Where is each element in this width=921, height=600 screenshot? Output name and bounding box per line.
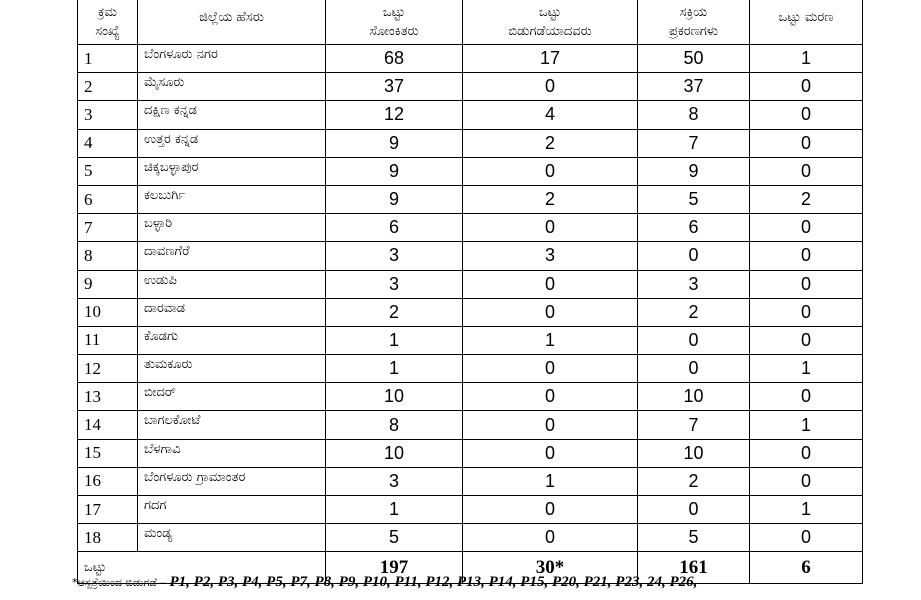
table-row	[78, 157, 863, 185]
cell-active: 10	[638, 383, 750, 411]
cell-positive: 68	[326, 45, 463, 73]
cell-deaths: 0	[750, 157, 863, 185]
total-active: 161	[638, 552, 750, 584]
header-total-discharged	[463, 0, 638, 45]
table-row	[78, 355, 863, 383]
cell-serial: 13	[78, 383, 138, 411]
cell-discharged: 0	[463, 355, 638, 383]
cell-district: ಚಿಕ್ಕಬಳ್ಳಾಪುರ	[138, 157, 326, 185]
cell-discharged: 3	[463, 242, 638, 270]
table-row	[78, 439, 863, 467]
cell-district: ದಾವಣಗೆರೆ	[138, 242, 326, 270]
cell-district: ಉಡುಪಿ	[138, 270, 326, 298]
cell-serial: 7	[78, 214, 138, 242]
cell-discharged: 1	[463, 326, 638, 354]
header-district-text: ಜಿಲ್ಲೆಯ ಹೆಸರು	[199, 10, 264, 25]
total-discharged: 30*	[463, 552, 638, 584]
cell-positive: 3	[326, 242, 463, 270]
cell-deaths: 0	[750, 73, 863, 101]
cell-serial: 18	[78, 524, 138, 552]
header-positive-line2: ಸೋಂಕಿತರು	[369, 24, 419, 39]
table-row	[78, 242, 863, 270]
cell-discharged: 0	[463, 496, 638, 524]
cell-deaths: 0	[750, 214, 863, 242]
cell-discharged: 0	[463, 73, 638, 101]
cell-positive: 6	[326, 214, 463, 242]
header-active-cases	[638, 0, 750, 45]
cell-serial: 15	[78, 439, 138, 467]
cell-district: ಕಲಬುರ್ಗಿ	[138, 185, 326, 213]
header-active-line2: ಪ್ರಕರಣಗಳು	[668, 24, 719, 39]
cell-district: ಕೊಡಗು	[138, 326, 326, 354]
cell-discharged: 0	[463, 411, 638, 439]
footnote-patient-list: P1, P2, P3, P4, P5, P7, P8, P9, P10, P11, P12, P13, P14, P15, P20, P21, P23, 24, P26,	[169, 574, 698, 590]
cell-discharged: 0	[463, 270, 638, 298]
cell-active: 0	[638, 326, 750, 354]
cell-deaths: 0	[750, 326, 863, 354]
table-body	[78, 45, 863, 584]
cell-serial: 4	[78, 129, 138, 157]
cell-active: 6	[638, 214, 750, 242]
cell-active: 7	[638, 129, 750, 157]
cell-serial: 17	[78, 496, 138, 524]
cell-district: ಗದಗ	[138, 496, 326, 524]
cell-serial: 14	[78, 411, 138, 439]
cell-discharged: 0	[463, 524, 638, 552]
footnote-label: *ಆಸ್ಪತ್ರೆಯಿಂದ ಬಿಡುಗಡೆ –	[72, 576, 166, 589]
cell-deaths: 0	[750, 101, 863, 129]
cell-active: 3	[638, 270, 750, 298]
cell-discharged: 4	[463, 101, 638, 129]
cell-active: 7	[638, 411, 750, 439]
cell-deaths: 0	[750, 129, 863, 157]
table-row	[78, 270, 863, 298]
cell-positive: 3	[326, 467, 463, 495]
header-total-positive	[326, 0, 463, 45]
cell-deaths: 0	[750, 383, 863, 411]
cell-district: ಉತ್ತರ ಕನ್ನಡ	[138, 129, 326, 157]
cell-serial: 10	[78, 298, 138, 326]
total-label: ಒಟ್ಟು	[78, 552, 326, 584]
cell-district: ದಾರವಾಡ	[138, 298, 326, 326]
cell-positive: 10	[326, 439, 463, 467]
cell-active: 8	[638, 101, 750, 129]
cell-district: ಬೆಂಗಳೂರು ನಗರ	[138, 45, 326, 73]
cell-district: ದಕ್ಷಿಣ ಕನ್ನಡ	[138, 101, 326, 129]
cell-active: 50	[638, 45, 750, 73]
cell-active: 5	[638, 524, 750, 552]
cell-serial: 1	[78, 45, 138, 73]
cell-deaths: 1	[750, 45, 863, 73]
cell-district: ತುಮಕೂರು	[138, 355, 326, 383]
cell-discharged: 0	[463, 383, 638, 411]
district-summary-table	[77, 0, 863, 584]
cell-positive: 9	[326, 157, 463, 185]
cell-positive: 1	[326, 496, 463, 524]
table-row	[78, 73, 863, 101]
header-active-line1: ಸಕ್ರಿಯ	[679, 5, 708, 20]
cell-discharged: 1	[463, 467, 638, 495]
cell-discharged: 0	[463, 439, 638, 467]
table-row	[78, 298, 863, 326]
cell-discharged: 0	[463, 214, 638, 242]
cell-deaths: 2	[750, 185, 863, 213]
cell-deaths: 1	[750, 411, 863, 439]
cell-active: 0	[638, 242, 750, 270]
cell-discharged: 17	[463, 45, 638, 73]
header-deaths-text: ಒಟ್ಟು ಮರಣ	[778, 10, 834, 25]
cell-active: 5	[638, 185, 750, 213]
cell-deaths: 1	[750, 496, 863, 524]
cell-serial: 9	[78, 270, 138, 298]
cell-active: 10	[638, 439, 750, 467]
cell-positive: 37	[326, 73, 463, 101]
cell-active: 37	[638, 73, 750, 101]
table-row	[78, 496, 863, 524]
cell-positive: 2	[326, 298, 463, 326]
cell-district: ಮೈಸೂರು	[138, 73, 326, 101]
cell-active: 0	[638, 355, 750, 383]
total-deaths: 6	[750, 552, 863, 584]
cell-serial: 2	[78, 73, 138, 101]
cell-serial: 11	[78, 326, 138, 354]
cell-discharged: 0	[463, 157, 638, 185]
table-row	[78, 129, 863, 157]
header-serial-number	[78, 0, 138, 45]
cell-active: 0	[638, 496, 750, 524]
table-row	[78, 185, 863, 213]
header-discharged-line1: ಒಟ್ಟು	[538, 5, 562, 20]
table-row	[78, 411, 863, 439]
header-district-name	[138, 0, 326, 45]
cell-district: ಬಳ್ಳಾರಿ	[138, 214, 326, 242]
cell-deaths: 0	[750, 439, 863, 467]
cell-district: ಬೆಳಗಾವಿ	[138, 439, 326, 467]
cell-discharged: 2	[463, 185, 638, 213]
cell-positive: 12	[326, 101, 463, 129]
table-row	[78, 101, 863, 129]
table-row	[78, 524, 863, 552]
cell-positive: 1	[326, 355, 463, 383]
cell-serial: 12	[78, 355, 138, 383]
table-row	[78, 326, 863, 354]
cell-serial: 6	[78, 185, 138, 213]
cell-serial: 16	[78, 467, 138, 495]
cell-positive: 3	[326, 270, 463, 298]
table-row	[78, 383, 863, 411]
header-serial-line2: ಸಂಖ್ಯೆ	[95, 24, 120, 39]
cell-positive: 1	[326, 326, 463, 354]
cell-deaths: 0	[750, 270, 863, 298]
cell-discharged: 0	[463, 298, 638, 326]
cell-positive: 10	[326, 383, 463, 411]
total-positive: 197	[326, 552, 463, 584]
cell-positive: 9	[326, 129, 463, 157]
cell-district: ಬೆಂಗಳೂರು ಗ್ರಾಮಾಂತರ	[138, 467, 326, 495]
cell-positive: 9	[326, 185, 463, 213]
cell-positive: 8	[326, 411, 463, 439]
cell-discharged: 2	[463, 129, 638, 157]
cell-positive: 5	[326, 524, 463, 552]
table-header-row	[78, 0, 863, 45]
cell-active: 9	[638, 157, 750, 185]
cell-deaths: 0	[750, 467, 863, 495]
header-discharged-line2: ಬಿಡುಗಡೆಯಾದವರು	[508, 24, 592, 39]
discharge-footnote	[72, 574, 917, 591]
cell-active: 2	[638, 298, 750, 326]
cell-serial: 3	[78, 101, 138, 129]
cell-serial: 8	[78, 242, 138, 270]
cell-district: ಬೀದರ್	[138, 383, 326, 411]
cell-deaths: 0	[750, 298, 863, 326]
cell-district: ಬಾಗಲಕೋಟೆ	[138, 411, 326, 439]
cell-deaths: 1	[750, 355, 863, 383]
header-total-deaths	[750, 0, 863, 45]
cell-active: 2	[638, 467, 750, 495]
cell-deaths: 0	[750, 242, 863, 270]
header-serial-line1: ಕ್ರಮ	[98, 5, 117, 20]
cell-deaths: 0	[750, 524, 863, 552]
header-positive-line1: ಒಟ್ಟು	[382, 5, 406, 20]
cell-district: ಮಂಡ್ಯ	[138, 524, 326, 552]
table-row	[78, 214, 863, 242]
cell-serial: 5	[78, 157, 138, 185]
table-row	[78, 45, 863, 73]
table-row	[78, 467, 863, 495]
